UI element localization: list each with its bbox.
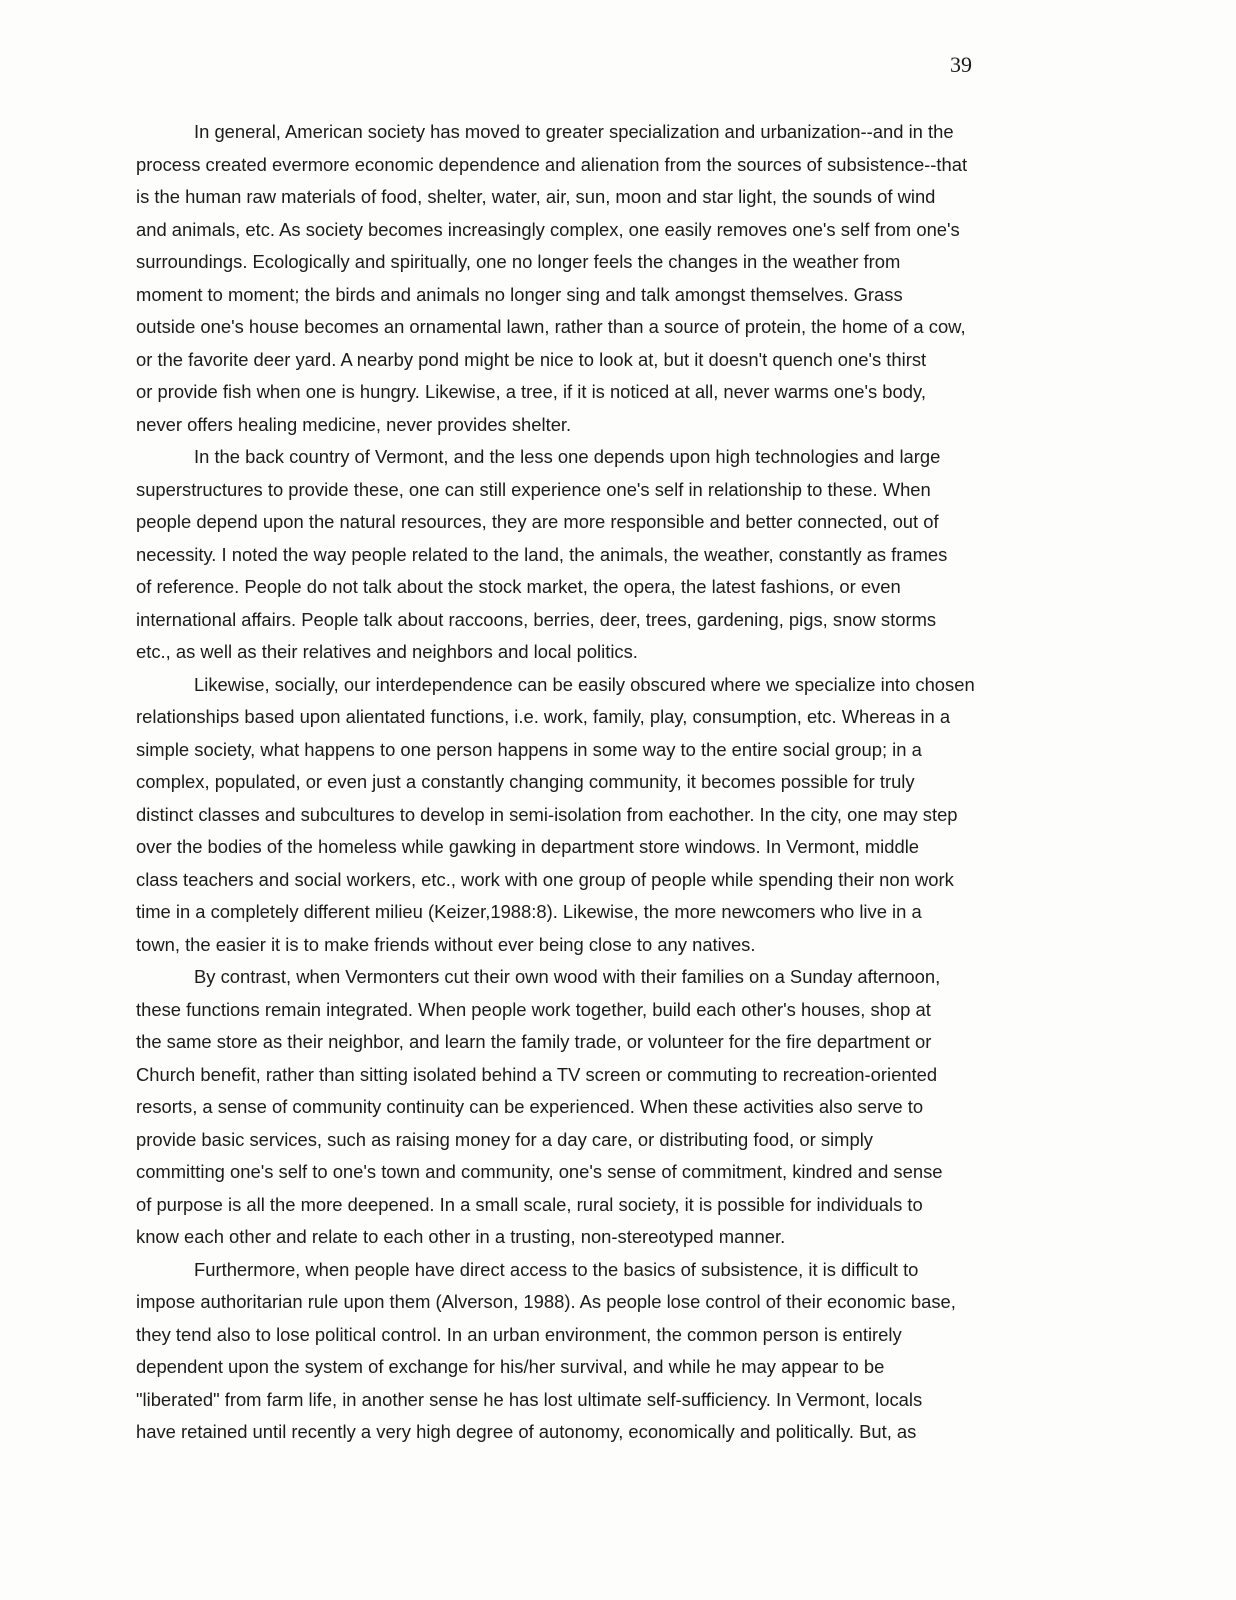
text-line: know each other and relate to each other in a trusting, non-stereotyped manner. [136,1226,786,1247]
text-line: the same store as their neighbor, and learn the family trade, or volunteer for the fire department or [136,1031,932,1052]
text-line: complex, populated, or even just a constantly changing community, it becomes possible for truly [136,771,915,792]
text-line: By contrast, when Vermonters cut their own wood with their families on a Sunday afternoon, [194,966,941,987]
text-line: provide basic services, such as raising money for a day care, or distributing food, or simply [136,1128,873,1150]
text-line: resorts, a sense of community continuity can be experienced. When these activities also serve to [136,1096,924,1117]
text-line: or the favorite deer yard. A nearby pond might be nice to look at, but it doesn't quench one's thirst [136,348,927,370]
text-line: or provide fish when one is hungry. Likewise, a tree, if it is noticed at all, never warms one's body, [136,381,926,402]
text-line: surroundings. Ecologically and spiritually, one no longer feels the changes in the weather from [136,251,901,272]
text-line: moment to moment; the birds and animals no longer sing and talk amongst themselves. Grass [136,283,903,305]
text-line: simple society, what happens to one person happens in some way to the entire social group; in a [136,738,922,760]
text-line: superstructures to provide these, one can still experience one's self in relationship to these. When [136,478,931,500]
text-line: In the back country of Vermont, and the less one depends upon high technologies and large [194,446,941,467]
page-number: 39 [950,52,972,77]
text-line: committing one's self to one's town and community, one's sense of commitment, kindred and sense [136,1161,943,1182]
text-line: Church benefit, rather than sitting isolated behind a TV screen or commuting to recreation-oriented [136,1063,938,1085]
paragraph-2 [136,441,1071,669]
text-line: impose authoritarian rule upon them (Alverson, 1988). As people lose control of their economic base, [136,1291,956,1312]
text-line: people depend upon the natural resources, they are more responsible and better connected, out of [136,511,939,532]
text-line: and animals, etc. As society becomes increasingly complex, one easily removes one's self from one's [136,218,960,240]
text-line: necessity. I noted the way people related to the land, the animals, the weather, constantly as frames [136,543,948,565]
text-line: town, the easier it is to make friends without ever being close to any natives. [136,933,756,955]
text-line: of reference. People do not talk about the stock market, the opera, the latest fashions, or even [136,576,901,597]
text-line: Furthermore, when people have direct access to the basics of subsistence, it is difficult to [194,1258,919,1280]
text-line: never offers healing medicine, never provides shelter. [136,413,572,435]
text-line: international affairs. People talk about raccoons, berries, deer, trees, gardening, pigs, snow storms [136,608,937,630]
text-line: over the bodies of the homeless while gawking in department store windows. In Vermont, middle [136,836,920,857]
text-line: relationships based upon alientated functions, i.e. work, family, play, consumption, etc. Whereas in a [136,706,951,727]
text-line: time in a completely different milieu (Keizer,1988:8). Likewise, the more newcomers who live in a [136,901,922,922]
text-line: of purpose is all the more deepened. In a small scale, rural society, it is possible for individuals to [136,1193,923,1215]
text-line: dependent upon the system of exchange for his/her survival, and while he may appear to be [136,1356,885,1377]
text-line: have retained until recently a very high degree of autonomy, economically and politically. But, as [136,1421,917,1442]
text-line: class teachers and social workers, etc., work with one group of people while spending their non work [136,868,954,890]
text-line: these functions remain integrated. When people work together, build each other's houses, shop at [136,998,931,1020]
text-line: Likewise, socially, our interdependence can be easily obscured where we specialize into chosen [194,673,975,695]
text-line: is the human raw materials of food, shelter, water, air, sun, moon and star light, the sounds of wind [136,186,936,207]
text-line: In general, American society has moved to greater specialization and urbanization--and in the [194,121,954,142]
paragraph-4 [136,961,1071,1254]
text-line: outside one's house becomes an ornamental lawn, rather than a source of protein, the home of a cow, [136,316,966,337]
text-line: they tend also to lose political control. In an urban environment, the common person is entirely [136,1323,902,1345]
text-line: "liberated" from farm life, in another sense he has lost ultimate self-sufficiency. In Vermont, locals [136,1388,923,1410]
text-line: etc., as well as their relatives and neighbors and local politics. [136,641,638,662]
paragraph-1 [136,116,1071,441]
paragraph-5 [136,1254,1071,1449]
body-text [136,116,1071,1449]
paragraph-3 [136,669,1071,962]
text-line: process created evermore economic dependence and alienation from the sources of subsistence--that [136,153,968,175]
text-line: distinct classes and subcultures to develop in semi-isolation from eachother. In the city, one may step [136,803,958,825]
